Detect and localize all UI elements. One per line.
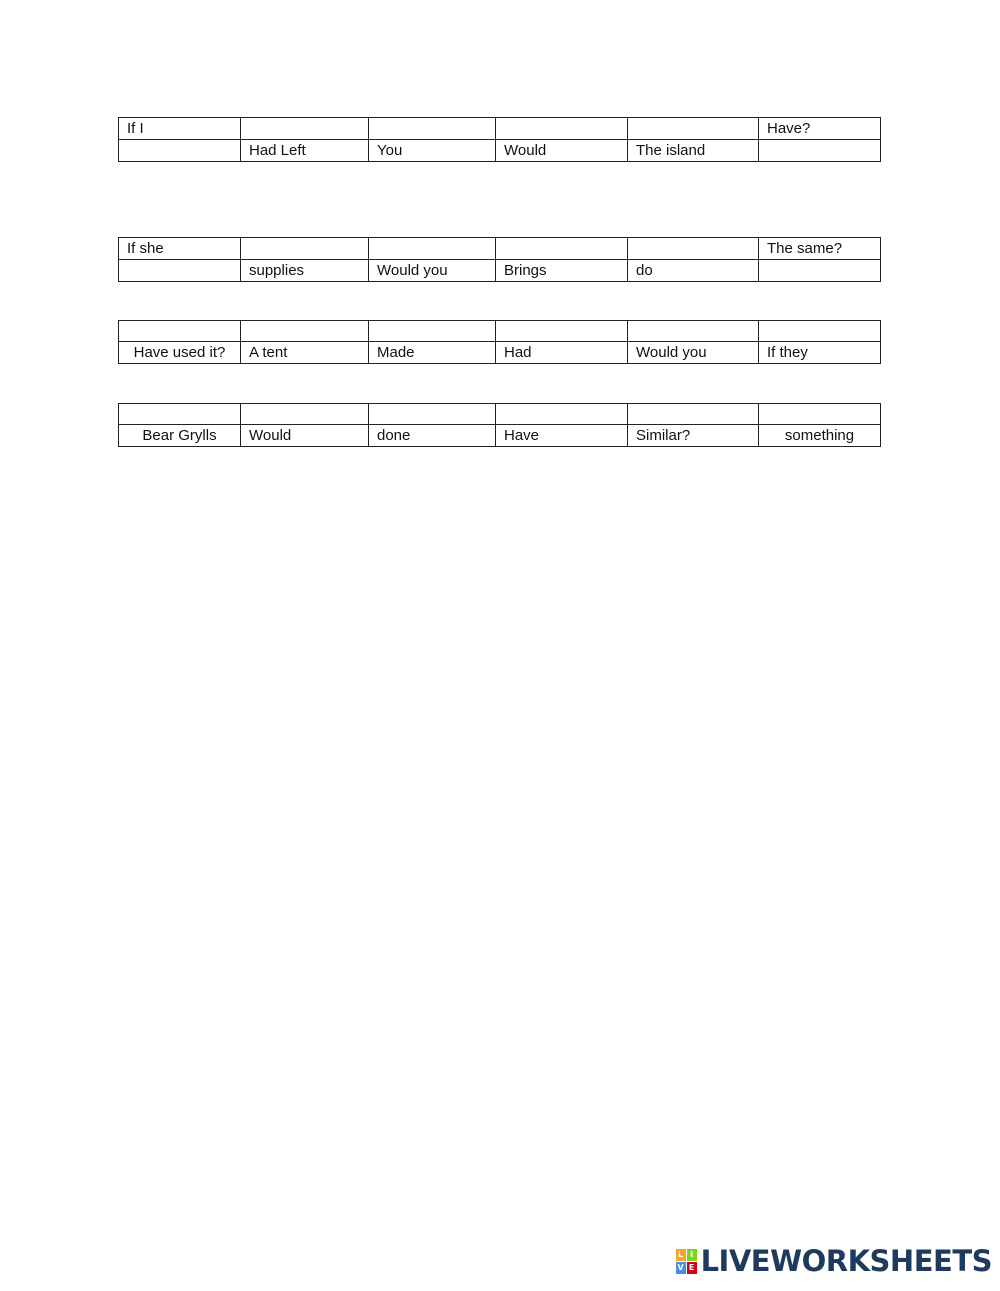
table-cell (369, 404, 496, 425)
table-cell: done (369, 425, 496, 447)
table-cell (241, 238, 369, 260)
table-cell (759, 404, 881, 425)
table-cell (628, 238, 759, 260)
word-table-2 (118, 237, 881, 282)
table-cell: Had (496, 342, 628, 364)
word-table-4 (118, 403, 881, 447)
table-cell: A tent (241, 342, 369, 364)
table-cell: Would you (369, 260, 496, 282)
table-cell (369, 238, 496, 260)
table-cell: If they (759, 342, 881, 364)
table-cell: do (628, 260, 759, 282)
table-cell (119, 321, 241, 342)
table-cell (759, 140, 881, 162)
table-cell: Had Left (241, 140, 369, 162)
table-cell (496, 238, 628, 260)
table-cell (369, 321, 496, 342)
table-row (119, 342, 881, 364)
table-cell: You (369, 140, 496, 162)
table-row (119, 238, 881, 260)
table-cell: If I (119, 118, 241, 140)
logo-block: E (687, 1262, 697, 1274)
table-cell (369, 118, 496, 140)
table-cell: something (759, 425, 881, 447)
table-cell: Have used it? (119, 342, 241, 364)
table-row (119, 321, 881, 342)
table-cell: Have (496, 425, 628, 447)
table-cell (241, 404, 369, 425)
word-table-3 (118, 320, 881, 364)
table-cell (241, 118, 369, 140)
word-table-1 (118, 117, 881, 162)
table-row (119, 118, 881, 140)
logo-block: L (676, 1249, 686, 1261)
table-cell (119, 140, 241, 162)
logo-blocks-icon (676, 1249, 697, 1274)
table-cell (759, 260, 881, 282)
table-cell: Would (241, 425, 369, 447)
table-cell (119, 260, 241, 282)
table-row (119, 140, 881, 162)
table-cell (496, 118, 628, 140)
table-cell: The island (628, 140, 759, 162)
table-row (119, 404, 881, 425)
liveworksheets-logo (676, 1244, 992, 1278)
table-row (119, 425, 881, 447)
table-cell: Made (369, 342, 496, 364)
table-cell: Bear Grylls (119, 425, 241, 447)
table-cell: Would you (628, 342, 759, 364)
table-cell (241, 321, 369, 342)
logo-block: I (687, 1249, 697, 1261)
table-cell (628, 404, 759, 425)
table-cell (496, 321, 628, 342)
table-row (119, 260, 881, 282)
table-cell (496, 404, 628, 425)
table-cell (628, 118, 759, 140)
table-cell (119, 404, 241, 425)
table-cell: Brings (496, 260, 628, 282)
logo-text: LIVEWORKSHEETS (700, 1244, 992, 1278)
logo-block: V (677, 1263, 684, 1272)
table-cell: Similar? (628, 425, 759, 447)
table-cell (628, 321, 759, 342)
table-cell: supplies (241, 260, 369, 282)
table-cell: The same? (759, 238, 881, 260)
table-cell: Have? (759, 118, 881, 140)
table-cell (759, 321, 881, 342)
table-cell: If she (119, 238, 241, 260)
table-cell: Would (496, 140, 628, 162)
